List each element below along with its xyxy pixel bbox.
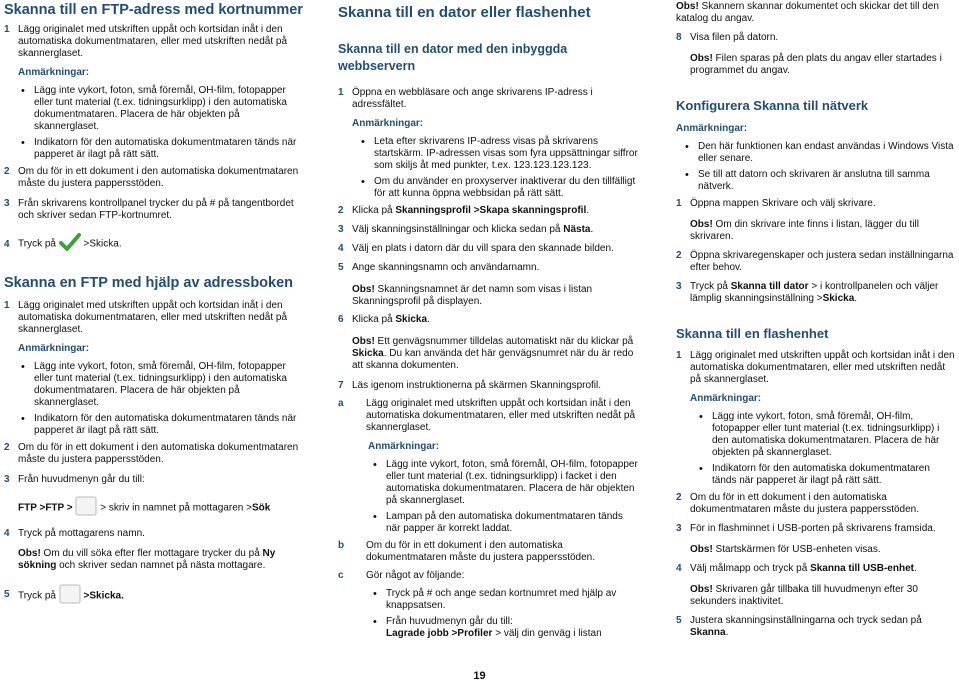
notes-label: Anmärkningar:: [18, 343, 90, 355]
step-number: 8: [676, 32, 682, 43]
step-number: 1: [338, 86, 344, 98]
star-icon: [59, 584, 81, 608]
step-number: 1: [676, 197, 682, 209]
step-text-a: Välj skanningsinställningar och klicka sedan på: [352, 223, 564, 235]
option-item: [384, 616, 638, 640]
note-item: • Lägg inte vykort, foton, små föremål, OH-film, fotopapper eller tunt material (t.ex. tidningsurklipp) i den automatiska dokumentmataren. Placera de här objekten på skannerglaset.: [710, 411, 956, 459]
notes-label: Anmärkningar:: [18, 67, 90, 79]
notes-list: [676, 411, 956, 487]
step-1: [4, 24, 304, 60]
note-item: • Indikatorn för den automatiska dokumentmataren tänds när papperet är ilagt på rätt sätt.: [32, 413, 304, 437]
step-text: [690, 563, 956, 575]
step-text: Öppna en webbläsare och ange skrivarens IP-adress i adressfältet.: [352, 86, 593, 110]
substep-letter: a: [338, 397, 344, 409]
obs-note: [676, 53, 956, 77]
step-text-b: Nästa: [563, 223, 591, 235]
step-4: [676, 563, 956, 575]
step-text: [352, 224, 638, 236]
notes-label: Anmärkningar:: [690, 393, 762, 405]
step-text: För in flashminnet i USB-porten på skrivarens framsida.: [690, 523, 936, 535]
note-item: • Om du använder en proxyserver inaktiverar du den tillfälligt för att kunna öppna webbsidan på rätt sätt.: [372, 176, 638, 200]
step-text: Öppna mappen Skrivare och välj skrivare.: [690, 197, 876, 209]
step-text: [690, 281, 956, 305]
step-text-b: Skanna till dator: [730, 280, 809, 292]
notes-list: [338, 136, 638, 200]
notes-label: Anmärkningar:: [676, 122, 748, 134]
heading-ftp-address: Skanna till en FTP-adress med kortnummer: [4, 2, 303, 18]
notes-list: [338, 459, 638, 535]
step-8: [676, 32, 956, 44]
step-text: Lägg originalet med utskriften uppåt och kortsidan inåt i den automatiska dokumentmataren, eller med utskriften nedåt på skannerglaset.: [18, 300, 288, 336]
heading-flash: Skanna till en flashenhet: [676, 325, 829, 341]
notes-label: Anmärkningar:: [368, 440, 440, 452]
obs-note: [676, 1, 956, 25]
step-text: Om du för in ett dokument i den automatiska dokumentmataren måste du justera pappersstöden.: [18, 166, 299, 190]
column-2: [338, 0, 638, 644]
substep-b: [338, 540, 638, 564]
note-item: • Indikatorn för den automatiska dokumentmataren tänds när papperet är ilagt på rätt sätt.: [710, 463, 956, 487]
step-text-b: Skanna till USB-enhet: [810, 563, 914, 575]
obs-text: Filen sparas på den plats du angav eller startades i programmet du angav.: [690, 53, 942, 76]
step-4: [4, 232, 304, 256]
obs-text-a: Ett genvägsnummer tilldelas automatiskt när du klickar på: [374, 335, 634, 347]
heading-network: Konfigurera Skanna till nätverk: [676, 98, 869, 113]
step-text-a: Klicka på: [352, 204, 396, 216]
step-number: 4: [338, 242, 344, 254]
step-text: Från skrivarens kontrollpanel trycker du på # på tangentbordet och skriver sedan FTP-kortnumret.: [18, 198, 294, 222]
step-number: 3: [4, 198, 10, 210]
step-text: Läs igenom instruktionerna på skärmen Skanningsprofil.: [352, 379, 602, 391]
substep-letter: b: [338, 539, 345, 551]
step-text-b: Skanningsprofil >Skapa skanningsprofil: [395, 204, 587, 216]
obs-label: Obs!: [690, 544, 713, 556]
step-7: [338, 380, 638, 392]
step-number: 4: [4, 528, 10, 540]
step-number: 2: [4, 442, 10, 454]
option-text-a: Från huvudmenyn går du till:: [386, 615, 513, 627]
step-text: Välj en plats i datorn där du vill spara den skannade bilden.: [352, 242, 614, 254]
substep-c: [338, 570, 638, 582]
substep-letter: c: [338, 569, 344, 581]
page-number: 19: [473, 670, 486, 682]
step-text: Om du för in ett dokument i den automatiska dokumentmataren måste du justera pappersstöden.: [690, 492, 920, 516]
column-3: [676, 0, 956, 639]
obs-label: Obs!: [676, 1, 699, 12]
obs-text: Om din skrivare inte finns i listan, lägger du till skrivaren.: [690, 218, 919, 242]
step-text-a: Tryck på: [18, 590, 56, 602]
obs-note: [676, 544, 956, 556]
obs-text-c: . Du kan använda det här genvägsnumret när du är redo att skanna dokumenten.: [352, 347, 634, 371]
obs-label: Obs!: [18, 548, 41, 560]
step-3: [338, 224, 638, 236]
step-5: [338, 262, 638, 274]
step-text: [18, 584, 304, 608]
step-5: [676, 615, 956, 639]
step-4: [338, 243, 638, 255]
obs-note: [338, 284, 638, 308]
step-number: 1: [676, 350, 682, 362]
step-text: Visa filen på datorn.: [690, 32, 779, 43]
step-number: 4: [4, 239, 10, 251]
step-number: 3: [338, 223, 344, 235]
obs-label: Obs!: [352, 335, 375, 347]
step-1: [676, 350, 956, 386]
step-number: 3: [4, 474, 10, 486]
step-number: 2: [676, 492, 682, 504]
step-text: Från huvudmenyn går du till:: [18, 474, 145, 486]
note-item: • Indikatorn för den automatiska dokumentmataren tänds när papperet är ilagt på rätt sätt.: [32, 137, 304, 161]
notes-list: [4, 361, 304, 437]
step-text-c: .: [586, 204, 590, 216]
note-item: • Lampan på den automatiska dokumentmataren tänds när papper är korrekt laddat.: [384, 511, 638, 535]
step-number: 2: [4, 166, 10, 178]
column-1: [4, 0, 304, 608]
step-number: 6: [338, 313, 344, 325]
step-text-a: Justera skanningsinställningarna och tryck sedan på: [690, 615, 922, 627]
obs-text: Skanningsnamnet är det namn som visas i listan Skanningsprofil på displayen.: [352, 283, 593, 307]
obs-text: Startskärmen för USB-enheten visas.: [712, 544, 881, 556]
step-text: Lägg originalet med utskriften uppåt och kortsidan inåt i den automatiska dokumentmataren, eller med utskriften nedåt på skannerglaset.: [18, 24, 288, 60]
step-text: Ange skanningsnamn och användarnamn.: [352, 261, 540, 273]
notes-list: [676, 141, 956, 193]
obs-note: [676, 219, 956, 243]
obs-text-b: Ny sökning: [18, 548, 276, 572]
obs-label: Obs!: [690, 53, 713, 64]
note-item: • Lägg inte vykort, foton, små föremål, OH-film, fotopapper eller tunt material (t.ex. tidningsurklipp) i facket i den automatiska dokumentmataren. Placera de här objekten på skannerglaset.: [384, 459, 638, 507]
step-text-c: > i kontrollpanelen och väljer lämplig skanningsinställning >: [690, 280, 939, 304]
note-item: • Leta efter skrivarens IP-adress visas på skrivarens startskärm. IP-adressen visas som fyra uppsättningar siffror som skiljs åt med punkter, t.ex. 123.123.123.123.: [372, 136, 638, 172]
step-5: [4, 584, 304, 608]
step-text: [18, 232, 304, 256]
step-number: 1: [4, 300, 10, 312]
substep-a: [338, 398, 638, 434]
step-text: [352, 314, 638, 326]
star-icon: [75, 496, 97, 520]
obs-label: Obs!: [352, 283, 375, 295]
step-2: [338, 205, 638, 217]
obs-text-a: Om du vill söka efter fler mottagare trycker du på: [40, 548, 263, 560]
step-text-a: Välj målmapp och tryck på: [690, 563, 811, 575]
step-2: [676, 492, 956, 516]
obs-text-c: och skriver sedan namnet på nästa mottagare.: [56, 560, 266, 572]
step-text-c: .: [590, 223, 594, 235]
step-1: [4, 300, 304, 336]
options-list: [338, 588, 638, 640]
substep-text: Gör något av följande:: [366, 569, 465, 581]
step-text: [352, 205, 638, 217]
obs-text-b: Skicka: [352, 347, 384, 359]
step-number: 5: [676, 615, 682, 627]
step-text-b: >Skicka.: [83, 590, 124, 602]
step-text: Lägg originalet med utskriften uppåt och kortsidan inåt i den automatiska dokumentmataren, eller med utskriften nedåt på skannerglaset.: [690, 350, 955, 386]
step-text-a: Klicka på: [352, 313, 396, 325]
step-number: 5: [338, 261, 344, 273]
step-number: 2: [676, 249, 682, 261]
option-item: • Tryck på # och ange sedan kortnumret med hjälp av knappsatsen.: [384, 588, 638, 612]
obs-note: [676, 584, 956, 608]
heading-ftp-addressbook: Skanna en FTP med hjälp av adressboken: [4, 275, 294, 292]
step-number: 4: [676, 563, 682, 575]
step-6: [338, 314, 638, 326]
substep-text: Om du för in ett dokument i den automatiska dokumentmataren måste du justera pappersstöden.: [366, 539, 596, 563]
step-1: [338, 87, 638, 111]
step-text: Om du för in ett dokument i den automatiska dokumentmataren måste du justera pappersstöden.: [18, 442, 299, 466]
step-2: [676, 250, 956, 274]
step-text-e: .: [854, 292, 858, 304]
step-number: 3: [676, 280, 682, 292]
step-3: [4, 474, 304, 486]
step-number: 5: [4, 589, 10, 601]
obs-note: [4, 548, 304, 572]
step-text-b: >Skicka.: [83, 238, 122, 250]
step-text: Öppna skrivaregenskaper och justera sedan inställningarna efter behov.: [690, 249, 954, 273]
step-text: Tryck på mottagarens namn.: [18, 528, 145, 540]
step-2: [4, 442, 304, 466]
menu-path: [4, 496, 304, 520]
step-number: 7: [338, 379, 344, 391]
obs-text: Skannern skannar dokumentet och skickar det till den katalog du angav.: [676, 1, 939, 24]
step-text-a: Tryck på: [690, 280, 731, 292]
step-text-d: Skicka: [822, 292, 855, 304]
path-a: FTP >FTP >: [18, 502, 73, 514]
step-2: [4, 166, 304, 190]
obs-label: Obs!: [690, 218, 713, 230]
step-4: [4, 528, 304, 540]
note-item: • Se till att datorn och skrivaren är anslutna till samma nätverk.: [696, 169, 956, 193]
obs-text: Skrivaren går tillbaka till huvudmenyn efter 30 sekunders inaktivitet.: [690, 584, 918, 608]
obs-note: [338, 336, 638, 372]
step-text: [690, 615, 956, 639]
notes-list: [4, 85, 304, 161]
note-item: • Lägg inte vykort, foton, små föremål, OH-film, fotopapper eller tunt material (t.ex. tidningsurklipp) i den automatiska dokumentmataren. Placera de här objekten på skannerglaset.: [32, 361, 304, 409]
step-text-b: Skicka: [395, 313, 428, 325]
step-text-c: .: [725, 627, 729, 639]
obs-label: Obs!: [690, 584, 713, 596]
option-text-b: Lagrade jobb >Profiler: [386, 627, 493, 639]
notes-label: Anmärkningar:: [352, 117, 424, 129]
path-b: > skriv in namnet på mottagaren >: [100, 502, 252, 514]
step-text-c: .: [913, 563, 917, 575]
heading-computer-flash: Skanna till en dator eller flashenhet: [338, 4, 591, 21]
step-number: 1: [4, 24, 10, 36]
note-item: • Lägg inte vykort, foton, små föremål, OH-film, fotopapper eller tunt material (t.ex. tidningsurklipp) i den automatiska dokumentmataren. Placera de här objekten på skannerglaset.: [32, 85, 304, 133]
step-3: [676, 523, 956, 535]
step-text-b: Skanna: [690, 627, 726, 639]
step-text-c: .: [427, 313, 430, 325]
substep-text: Lägg originalet med utskriften uppåt och kortsidan inåt i den automatiska dokumentmataren, eller med utskriften nedåt på skannerglaset.: [366, 397, 636, 433]
option-text-c: > välj din genväg i listan: [492, 627, 602, 639]
path-c: Sök: [251, 502, 271, 514]
step-number: 2: [338, 204, 344, 216]
note-item: • Den här funktionen kan endast användas i Windows Vista eller senare.: [696, 141, 956, 165]
step-1: [676, 198, 956, 210]
checkmark-icon: [59, 232, 81, 256]
heading-embedded-webserver: Skanna till en dator med den inbyggda webbservern: [338, 41, 568, 73]
step-text-a: Tryck på: [18, 238, 56, 250]
step-number: 3: [676, 523, 682, 535]
step-3: [676, 281, 956, 305]
step-3: [4, 198, 304, 222]
